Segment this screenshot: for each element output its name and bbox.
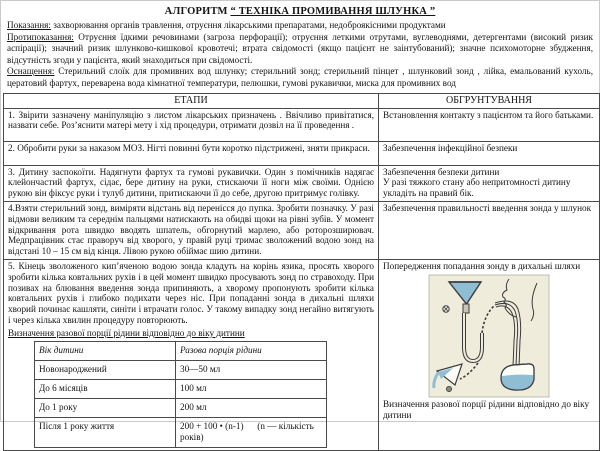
justification-cell-1 — [379, 108, 600, 141]
title-prefix: АЛГОРИТМ — [164, 6, 228, 17]
stage-cell-3: 3. Дитину заспокоїти. Надягнути фартух та гумові рукавички. Один з помічників надягає клейончастий фартух, сідає, бере дитину на руки, стискаючи її ноги між своїми. Однією рукою він фіксує руки і тулуб дитини, притискаючи її до себе, другою притримує голівку. — [4, 165, 379, 201]
table-row-5 — [4, 259, 600, 450]
stomach-icon — [501, 364, 534, 390]
illustration-caption: Визначення разової порції рідини відповідно до віку дитини — [383, 398, 590, 420]
stages-table — [3, 93, 600, 451]
table-row-2 — [4, 141, 600, 165]
illustration-container — [383, 275, 595, 397]
justification-cell-4 — [379, 201, 600, 259]
stage-cell-5 — [4, 259, 379, 450]
gastric-lavage-illustration — [429, 275, 549, 397]
column-header-stages: ЕТАПИ — [4, 93, 379, 108]
indications-paragraph — [7, 20, 593, 32]
dose-row-6months — [35, 379, 327, 398]
contraindications-text: Отруєння їдкими речовинами (загроза перфорації); отруєння леткими отрутами, вуглеводнями, детергентами (високий ризик аспірації); значний ризик шлунково-кишкової кровотечі; втрата свідомості (якщо пацієнт не заінтубований); значне психомоторне збудження, відсутність згоди у пацієнта, який знаходиться при свідомості. — [7, 31, 593, 65]
justification-text-4: Забезпечення правильності введення зонда у шлунок — [383, 202, 592, 213]
dose-age-newborn: Новонароджений — [35, 360, 176, 379]
justification-cell-5 — [379, 259, 600, 450]
indications-text: захворювання органів травлення, отруєння лікарськими препаратами, недоброякісними продуктами — [50, 20, 446, 30]
title-quoted: “ ТЕХНІКА ПРОМИВАННЯ ШЛУНКА ” — [230, 6, 436, 17]
stage-cell-4: 4.Взяти стерильний зонд, виміряти відстань від перенісся до пупка. Зробити позначку. У разі відмови великим та середнім пальцями натискають на обидві щоки на рівні зубів. У момент відкривання рота швидко вводять шпатель, обгорнутий марлею, або роторозширювач. Медпрацівник стає праворуч від хворого, у правій руці тримає зволожений водою зонд на відстані 10 – 15 см від кінця. Лівою рукою обіймає шию дитини. — [4, 201, 379, 259]
dose-header-portion: Разова порція рідини — [176, 341, 327, 360]
dose-header-age: Вік дитини — [35, 341, 176, 360]
stage-cell-2: 2. Обробити руки за наказом МОЗ. Нігті повинні бути коротко підстрижені, зняти прикраси. — [4, 141, 379, 165]
equipment-label: Оснащення: — [7, 66, 55, 77]
stage-text-5: 5. Кінець зволоженого кип’яченою водою зонда кладуть на корінь язика, просять хворого зробити кілька ковтальних рухів і в цей момент швидко просувають зонд по стравоходу. При позивах на блювання введення зонда припиняють, а хворому пропонують зробити кілька ковтальних рухів і глибоко подихати через ніс. При попаданні зонда в дихальні шляхи хворий починає кашляти, синіти і втрачати голос. У такому випадку зонд негайно витягують і через кілька хвилин процедуру повторюють. — [8, 260, 374, 325]
justification-text-5: Попередження попадання зонду в дихальні шляхи — [383, 260, 581, 271]
dose-row-newborn — [35, 360, 327, 379]
table-row-4 — [4, 201, 600, 259]
dose-row-after1year — [35, 417, 327, 447]
justification-cell-3 — [379, 165, 600, 201]
page-title — [3, 5, 597, 18]
dose-age-after1year: Після 1 року життя — [35, 417, 176, 447]
dose-value-6months: 100 мл — [176, 379, 327, 398]
justification-text-3b: У разі тяжкого стану або непритомності дитину укладіть на правий бік. — [383, 177, 571, 199]
dose-value-1year: 200 мл — [176, 398, 327, 417]
justification-text-1: Встановлення контакту з пацієнтом та його батьками. — [383, 109, 594, 120]
table-row-1 — [4, 108, 600, 141]
dose-value-after1year: 200 + 100 • (n-1) (n — кількість років) — [176, 417, 327, 447]
column-header-justification: ОБГРУНТУВАННЯ — [379, 93, 600, 108]
equipment-text: Стерильний слоїк для промивних вод шлунку; стерильний зонд; стерильний пінцет , шлунковий зонд , лійка, емальований кухоль, цератовий фартух, переварена вода кімнатної температури, пелюшки, гумові рукавички, миска для промивних вод — [7, 66, 593, 88]
contraindications-paragraph — [7, 32, 593, 67]
table-row-3 — [4, 165, 600, 201]
dose-age-1year: До 1 року — [35, 398, 176, 417]
dose-header-row — [35, 341, 327, 360]
dose-table-heading: Визначення разової порції рідини відповідно до віку дитини — [8, 327, 245, 338]
justification-text-2: Забезпечення інфекційної безпеки — [383, 142, 518, 153]
justification-text-3: Забезпечення безпеки дитини — [383, 166, 500, 177]
table-header-row — [4, 93, 600, 108]
contraindications-label: Протипоказання: — [7, 31, 74, 42]
dose-row-1year — [35, 398, 327, 417]
stage-cell-1: 1. Звірити зазначену маніпуляцію з листом лікарських призначень . Ввічливо привітатися, назвати себе. Роз’яснити матері мету і хід процедури, отримати дозвіл на її проведення . — [4, 108, 379, 141]
dose-table — [34, 341, 327, 448]
dose-value-newborn: 30—50 мл — [176, 360, 327, 379]
justification-cell-2 — [379, 141, 600, 165]
dose-age-6months: До 6 місяців — [35, 379, 176, 398]
equipment-paragraph — [7, 66, 593, 89]
indications-label: Показання: — [7, 20, 51, 30]
